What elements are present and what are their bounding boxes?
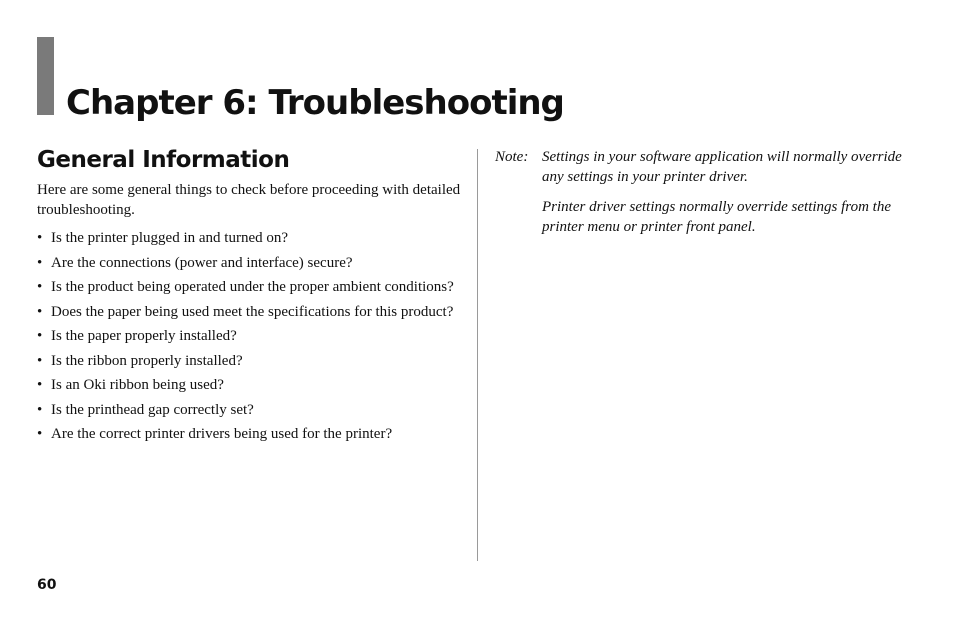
bullet-icon: • bbox=[37, 426, 43, 442]
bullet-icon: • bbox=[37, 328, 43, 344]
bullet-icon: • bbox=[37, 303, 43, 320]
general-information-section bbox=[37, 142, 462, 449]
checklist bbox=[37, 228, 462, 444]
bullet-icon: • bbox=[37, 279, 43, 295]
note-label: Note: bbox=[495, 149, 529, 165]
note-paragraph: Settings in your software application will normally override any settings in your printer driver. bbox=[542, 149, 902, 185]
list-item bbox=[37, 302, 462, 322]
bullet-icon: • bbox=[37, 230, 43, 246]
note-paragraph: Printer driver settings normally override settings from the printer menu or printer front panel. bbox=[542, 199, 891, 235]
list-item bbox=[37, 351, 462, 371]
list-item bbox=[37, 400, 462, 420]
chapter-title: Chapter 6: Troubleshooting bbox=[66, 83, 564, 123]
list-item-text: Is the printer plugged in and turned on? bbox=[51, 230, 289, 246]
section-intro: Here are some general things to check before proceeding with detailed troubleshooting. bbox=[37, 182, 461, 218]
list-item-text: Is the product being operated under the proper ambient conditions? bbox=[51, 279, 454, 295]
list-item bbox=[37, 375, 462, 395]
list-item-text: Is an Oki ribbon being used? bbox=[51, 377, 224, 393]
bullet-icon: • bbox=[37, 352, 43, 369]
list-item bbox=[37, 228, 462, 248]
list-item-text: Does the paper being used meet the specifications for this product? bbox=[51, 303, 454, 320]
list-item bbox=[37, 253, 462, 273]
section-title: General Information bbox=[37, 147, 290, 173]
bullet-icon: • bbox=[37, 377, 43, 393]
bullet-icon: • bbox=[37, 401, 43, 418]
list-item-text: Are the correct printer drivers being used for the printer? bbox=[51, 426, 393, 442]
chapter-marker-bar bbox=[37, 37, 54, 115]
bullet-icon: • bbox=[37, 254, 43, 271]
list-item bbox=[37, 326, 462, 346]
list-item-text: Is the ribbon properly installed? bbox=[51, 352, 243, 369]
note-body bbox=[542, 147, 922, 247]
list-item-text: Is the printhead gap correctly set? bbox=[51, 401, 254, 418]
page-number: 60 bbox=[37, 577, 57, 593]
list-item bbox=[37, 424, 462, 444]
list-item bbox=[37, 277, 462, 297]
list-item-text: Is the paper properly installed? bbox=[51, 328, 237, 344]
list-item-text: Are the connections (power and interface) secure? bbox=[51, 254, 353, 271]
column-divider bbox=[477, 149, 478, 561]
